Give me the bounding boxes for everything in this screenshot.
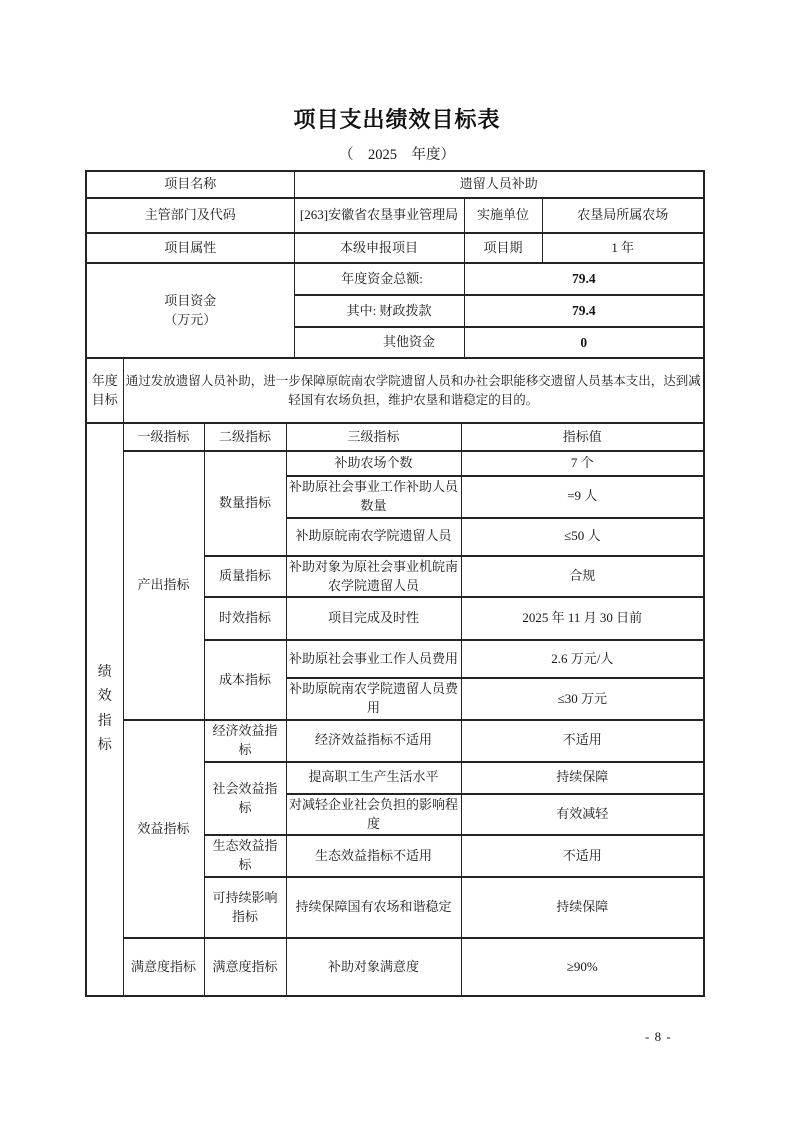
header-value: 指标值 — [461, 423, 704, 451]
indicator-value: 2025 年 11 月 30 日前 — [461, 597, 704, 640]
fund-total-label: 年度资金总额: — [294, 263, 464, 295]
level3-indicator: 提高职工生产生活水平 — [286, 762, 461, 794]
header-level3: 三级指标 — [286, 423, 461, 451]
level2-ecological: 生态效益指标 — [204, 835, 286, 877]
implementing-unit-label: 实施单位 — [464, 198, 542, 233]
header-level2: 二级指标 — [204, 423, 286, 451]
level3-indicator: 补助对象满意度 — [286, 938, 461, 996]
annual-goal-text: 通过发放遗留人员补助，进一步保障原皖南农学院遗留人员和办社会职能移交遗留人员基本支出，达到减轻国有农场负担，维护农垦和谐稳定的目的。 — [123, 358, 704, 423]
project-fund-label: 项目资金 （万元） — [86, 263, 294, 358]
project-name-value: 遗留人员补助 — [294, 171, 704, 198]
annual-goal-label: 年度目标 — [86, 358, 123, 423]
department-value: [263]安徽省农垦事业管理局 — [294, 198, 464, 233]
indicator-value: 2.6 万元/人 — [461, 640, 704, 678]
indicator-value: =9 人 — [461, 476, 704, 518]
implementing-unit-value: 农垦局所属农场 — [542, 198, 704, 233]
level2-economic: 经济效益指标 — [204, 720, 286, 762]
header-level1: 一级指标 — [123, 423, 204, 451]
table-row — [86, 171, 704, 198]
level1-output: 产出指标 — [123, 451, 204, 720]
fund-fiscal-label: 其中: 财政拨款 — [294, 295, 464, 327]
level3-indicator: 项目完成及时性 — [286, 597, 461, 640]
department-label: 主管部门及代码 — [86, 198, 294, 233]
indicator-value: 合规 — [461, 556, 704, 598]
indicator-header-row — [86, 423, 704, 451]
fund-other-value: 0 — [464, 327, 704, 358]
indicator-value: ≤30 万元 — [461, 678, 704, 720]
project-attribute-label: 项目属性 — [86, 233, 294, 263]
indicator-value: 不适用 — [461, 835, 704, 877]
level3-indicator: 补助农场个数 — [286, 451, 461, 476]
table-row — [86, 198, 704, 233]
level2-cost: 成本指标 — [204, 640, 286, 720]
level2-satisfaction: 满意度指标 — [204, 938, 286, 996]
indicator-value: 持续保障 — [461, 762, 704, 794]
indicator-value: ≤50 人 — [461, 518, 704, 556]
fund-fiscal-value: 79.4 — [464, 295, 704, 327]
performance-target-table — [85, 170, 705, 997]
level3-indicator: 补助原社会事业工作补助人员数量 — [286, 476, 461, 518]
level3-indicator: 补助原皖南农学院遗留人员 — [286, 518, 461, 556]
level1-benefit: 效益指标 — [123, 720, 204, 938]
document-subtitle: （ 2025 年度） — [339, 147, 455, 163]
page-number: - 8 - — [645, 1029, 672, 1044]
level2-sustainability: 可持续影响指标 — [204, 877, 286, 938]
level3-indicator: 经济效益指标不适用 — [286, 720, 461, 762]
level3-indicator: 持续保障国有农场和谐稳定 — [286, 877, 461, 938]
level2-quantity: 数量指标 — [204, 451, 286, 556]
fund-total-value: 79.4 — [464, 263, 704, 295]
level3-indicator: 补助原社会事业工作人员费用 — [286, 640, 461, 678]
indicator-value: 7 个 — [461, 451, 704, 476]
indicator-row — [86, 451, 704, 476]
indicator-value: 有效减轻 — [461, 794, 704, 836]
project-period-value: 1 年 — [542, 233, 704, 263]
table-row — [86, 263, 704, 295]
project-period-label: 项目期 — [464, 233, 542, 263]
level3-indicator: 对减轻企业社会负担的影响程度 — [286, 794, 461, 836]
indicator-row — [86, 938, 704, 996]
fund-other-label: 其他资金 — [294, 327, 464, 358]
table-row — [86, 233, 704, 263]
indicator-value: ≥90% — [461, 938, 704, 996]
level3-indicator: 补助对象为原社会事业机皖南农学院遗留人员 — [286, 556, 461, 598]
indicator-row — [86, 720, 704, 762]
project-attribute-value: 本级申报项目 — [294, 233, 464, 263]
performance-indicator-side-label: 绩效指标 — [86, 423, 123, 996]
table-row — [86, 358, 704, 423]
level2-quality: 质量指标 — [204, 556, 286, 598]
indicator-value: 持续保障 — [461, 877, 704, 938]
level3-indicator: 生态效益指标不适用 — [286, 835, 461, 877]
level1-satisfaction: 满意度指标 — [123, 938, 204, 996]
level2-social: 社会效益指标 — [204, 762, 286, 836]
level2-timeliness: 时效指标 — [204, 597, 286, 640]
project-name-label: 项目名称 — [86, 171, 294, 198]
document-title: 项目支出绩效目标表 — [293, 107, 501, 132]
indicator-value: 不适用 — [461, 720, 704, 762]
level3-indicator: 补助原皖南农学院遗留人员费用 — [286, 678, 461, 720]
